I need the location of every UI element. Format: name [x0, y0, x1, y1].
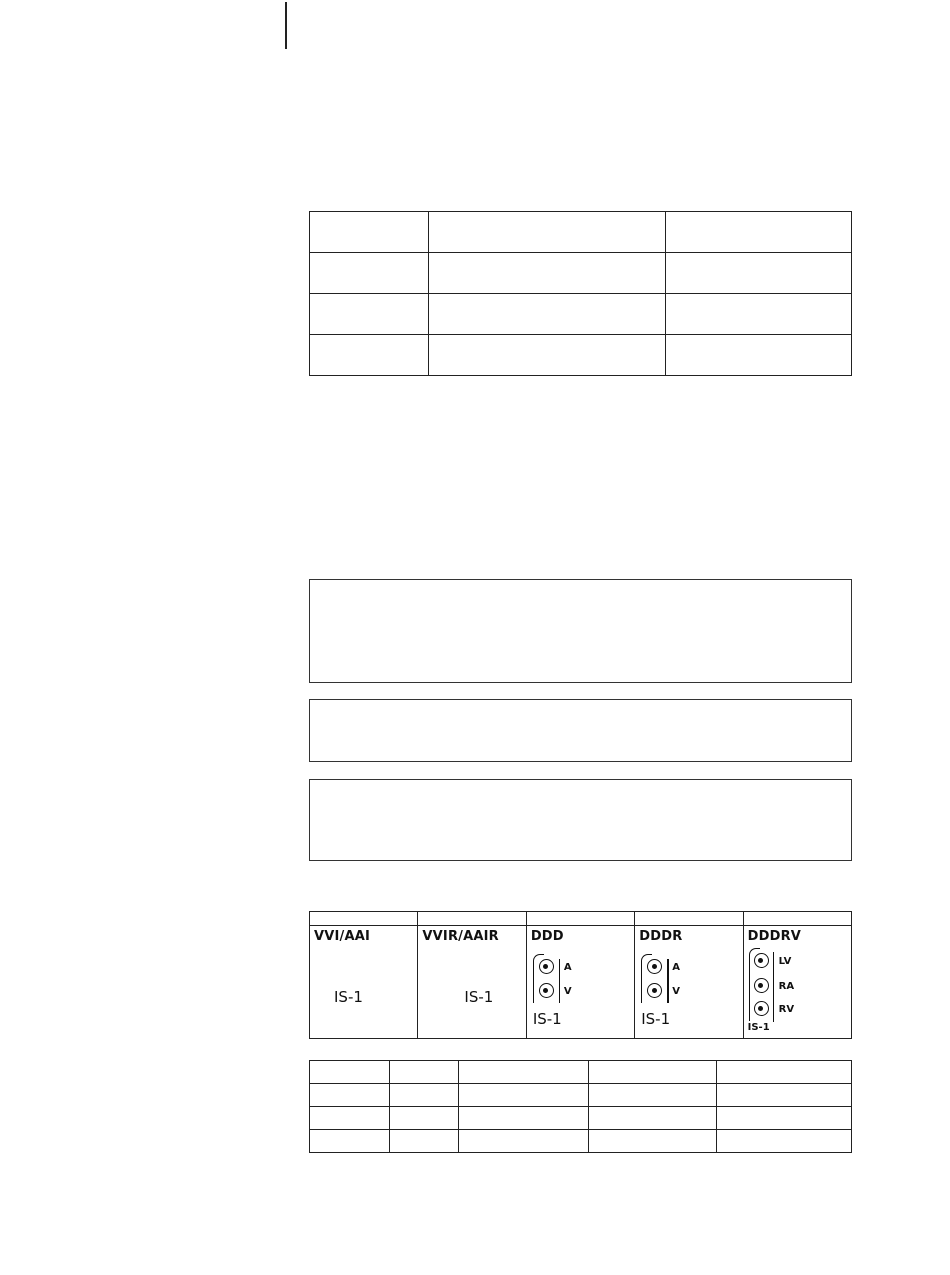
port-v-icon — [647, 983, 662, 998]
connector-name: DDD — [530, 929, 564, 944]
connector-standard: IS-1 — [641, 1010, 671, 1028]
margin-rule — [285, 2, 287, 49]
notice-box-3 — [309, 779, 852, 861]
table-row — [310, 1061, 852, 1084]
port-label: V — [672, 986, 680, 997]
connector-standard: IS-1 — [532, 1010, 562, 1028]
connector-standard: IS-1 — [747, 1022, 770, 1033]
connector-standard: IS-1 — [334, 988, 363, 1006]
port-a-icon — [539, 959, 554, 974]
port-label: A — [563, 962, 572, 973]
port-a-icon — [647, 959, 662, 974]
connector-divider — [667, 959, 669, 1003]
connector-name: DDDRV — [747, 929, 802, 944]
notice-box-2 — [309, 699, 852, 762]
table-row — [310, 335, 852, 376]
port-label: V — [563, 986, 572, 997]
port-label: RV — [778, 1004, 795, 1015]
connector-cell-ddd — [527, 926, 635, 1038]
port-v-icon — [539, 983, 554, 998]
table-row — [310, 1130, 852, 1153]
table-row — [310, 253, 852, 294]
connector-cell-dddrv — [744, 926, 851, 1038]
port-lv-icon — [754, 953, 769, 968]
port-label: RA — [778, 981, 795, 992]
connector-cell-dddr — [635, 926, 743, 1038]
connector-header-row — [310, 912, 851, 926]
table-row — [310, 1084, 852, 1107]
connector-name: DDDR — [639, 929, 683, 944]
port-label: LV — [778, 956, 792, 967]
connector-divider — [559, 959, 561, 1003]
table-row — [310, 294, 852, 335]
table-row — [310, 212, 852, 253]
connector-name: VVIR/AAIR — [422, 929, 499, 944]
upper-table — [309, 211, 852, 376]
connector-cell-vvir-aair — [418, 926, 526, 1038]
port-label: A — [672, 962, 680, 973]
connector-name: VVI/AAI — [314, 929, 371, 944]
notice-box-1 — [309, 579, 852, 683]
table-row — [310, 1107, 852, 1130]
port-ra-icon — [754, 978, 769, 993]
port-rv-icon — [754, 1001, 769, 1016]
lower-table — [309, 1060, 852, 1153]
connector-cell-vvi-aai — [310, 926, 418, 1038]
connector-table — [309, 911, 852, 1039]
connector-divider — [773, 952, 775, 1022]
connector-standard: IS-1 — [464, 988, 494, 1006]
